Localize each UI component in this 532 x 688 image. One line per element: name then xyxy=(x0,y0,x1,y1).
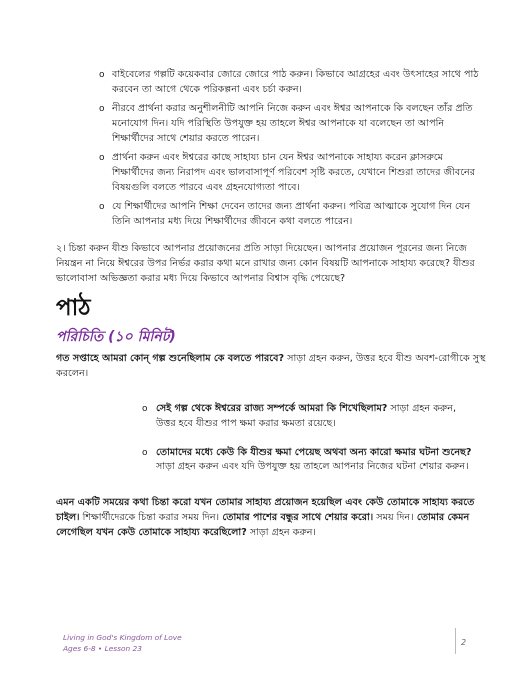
list-item: o যে শিক্ষার্থীদের আপনি শিক্ষা দেবেন তাদের জন্য প্রার্থনা করুন। পবিত্র আত্মাকে সুযোগ দিন যেন তিনি আপনার মধ্য দিয়ে শিক্ষার্থীদের জীবনে কথা বলতে পারেন। xyxy=(99,201,471,227)
intro-instruction: সাড়া গ্রহন করুন, উত্তর হবে যীশু অবশ-রোগীকে সুস্থ করলেন। xyxy=(56,353,486,379)
question-list xyxy=(142,402,476,475)
section-heading: পাঠ xyxy=(56,295,91,321)
list-item: o নীরবে প্রার্থনা করার অনুশীলনীটি আপনি নিজে করুন এবং ঈশ্বর আপনাকে কি বলছেন তাঁর প্রতি মনোযোগ দিন। যদি পরিস্থিতি উপযুক্ত হয় তাহলে ঈশ্বর আপনাকে যা বলেছেন তা আপনি শিক্ষার্থীদের সাথে শেয়ার করতে পারেন। xyxy=(99,103,473,144)
circle-bullet-icon: o xyxy=(99,153,105,164)
list-item: o তোমাদের মধ্যে কেউ কি যীশুর ক্ষমা পেয়েছ অথবা অন্য কারো ক্ষমার ঘটনা শুনেছ? সাড়া গ্রহন করুন এবং যদি উপযুক্ত হয় তাহলে আপনার নিজের ঘটনা শেয়ার করুন। xyxy=(142,446,472,473)
footer-lesson: Ages 6-8 • Lesson 23 xyxy=(63,643,142,653)
circle-bullet-icon: o xyxy=(99,104,105,115)
circle-bullet-icon: o xyxy=(142,404,148,414)
intro-question: গত সপ্তাহে আমরা কোন্‌ গল্প শুনেছিলাম কে বলতে পারবে? xyxy=(56,353,285,364)
page-number: 2 xyxy=(461,638,467,647)
intro-paragraph xyxy=(56,352,488,382)
circle-bullet-icon: o xyxy=(99,70,105,80)
list-item: o বাইবেলের গল্পটি কয়েকবার জোরে জোরে পাঠ করুন। কিভাবে আগ্রহের এবং উৎসাহের সাথে পাঠ করবেন তা আগে থেকে পরিকল্পনা এবং চর্চা করুন। xyxy=(99,69,479,95)
list-item: o সেই গল্প থেকে ঈশ্বরের রাজ্য সম্পর্কে আমরা কি শিখেছিলাম? সাড়া গ্রহন করুন, উত্তর হবে যীশুর পাপ ক্ষমা করার ক্ষমতা রয়েছে। xyxy=(142,403,457,429)
closing-paragraph: এমন একটি সময়ের কথা চিন্তা করো যখন তোমার সাহায্য প্রয়োজন হয়েছিল এবং কেউ তোমাকে সাহায্য করতে চাইল। শিক্ষার্থীদেরকে চিন্তা করার সময় দিন। তোমার পাশের বন্ধুর সাথে শেয়ার করো। সময় দিন। তোমার কেমন লেগেছিল যখন কেউ তোমাকে সাহায্য করেছিলো? সাড়া গ্রহন করুন। xyxy=(56,497,475,538)
circle-bullet-icon: o xyxy=(142,447,148,458)
footer-title: Living in God's Kingdom of Love xyxy=(63,633,182,642)
circle-bullet-icon: o xyxy=(99,202,105,213)
numbered-item-2: ২। চিন্তা করুন যীশু কিভাবে আপনার প্রয়োজনের প্রতি সাড়া দিয়েছেন। আপনার প্রয়োজন পূরনের জন্য নিজে নিয়ন্ত্রন না নিয়ে ঈশ্বরের উপর নির্ভর করার কথা মনে রাখার জন্য কোন বিষয়টি আপনাকে সাহায্য করেছে? যীশুর ভালোবাসা অভিজ্ঞতা করার মধ্য দিয়ে কিভাবে আপনার বিশ্বাস বৃদ্ধি পেয়েছে? xyxy=(56,243,475,284)
footer xyxy=(63,633,182,654)
preparation-bullet-list xyxy=(99,68,482,235)
footer-divider xyxy=(455,628,456,654)
list-item: o প্রার্থনা করুন এবং ঈশ্বরের কাছে সাহায্য চান যেন ঈশ্বর আপনাকে সাহায্য করেন ক্লাসরুমে শিক্ষার্থীদের জন্য নিরাপদ এবং ভালবাসাপূর্ণ পরিবেশ সৃষ্টি করতে, যেখানে শিশুরা তাদের জীবনের বিষয়গুলি বলতে পারবে এবং গ্রহনযোগ্যতা পাবে। xyxy=(99,152,476,193)
sub-heading: পরিচিতি (১০ মিনিট) xyxy=(56,329,176,345)
